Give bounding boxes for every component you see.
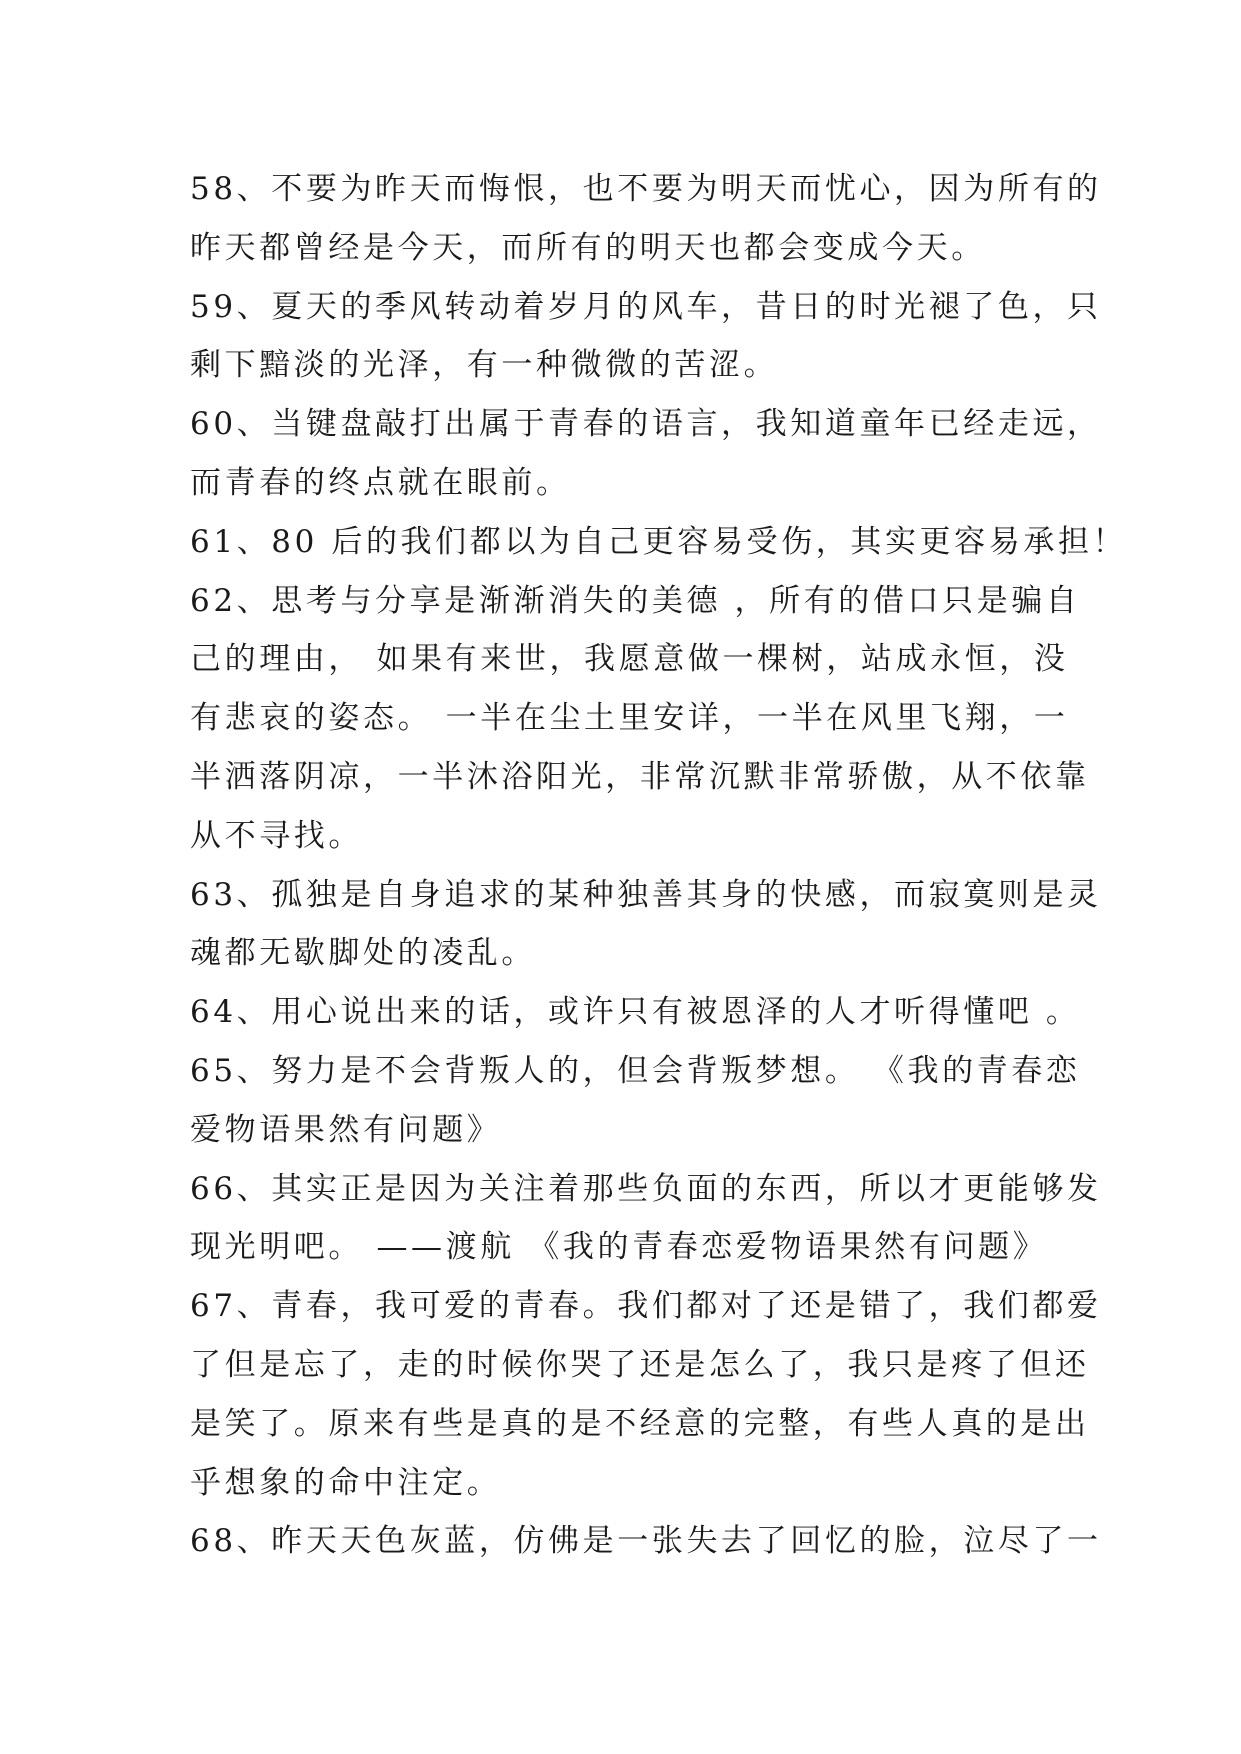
text-line: 66、其实正是因为关注着那些负面的东西，所以才更能够发 xyxy=(190,1170,1102,1207)
text-line: 65、努力是不会背叛人的，但会背叛梦想。 《我的青春恋 xyxy=(190,1052,1081,1089)
text-line: 62、思考与分享是渐渐消失的美德 ，所有的借口只是骗自 xyxy=(190,582,1081,619)
text-line: 乎想象的命中注定。 xyxy=(190,1464,502,1501)
text-line: 昨天都曾经是今天，而所有的明天也都会变成今天。 xyxy=(190,229,986,266)
text-line: 从不寻找。 xyxy=(190,817,363,854)
text-line: 61、80 后的我们都以为自己更容易受伤，其实更容易承担！ xyxy=(190,523,1128,560)
text-line: 了但是忘了，走的时候你哭了还是怎么了，我只是疼了但还 xyxy=(190,1346,1090,1383)
text-line: 64、用心说出来的话，或许只有被恩泽的人才听得懂吧 。 xyxy=(190,994,1081,1031)
document-body xyxy=(190,160,1128,1571)
text-line: 63、孤独是自身追求的某种独善其身的快感，而寂寞则是灵 xyxy=(190,876,1102,913)
text-line: 剩下黯淡的光泽，有一种微微的苦涩。 xyxy=(190,347,779,384)
text-line: 而青春的终点就在眼前。 xyxy=(190,464,571,501)
text-line: 半洒落阴凉，一半沐浴阳光，非常沉默非常骄傲，从不依靠 xyxy=(190,758,1090,795)
text-line: 现光明吧。 ——渡航 《我的青春恋爱物语果然有问题》 xyxy=(190,1229,1048,1266)
text-line: 己的理由， 如果有来世，我愿意做一棵树，站成永恒，没 xyxy=(190,641,1069,678)
text-line: 是笑了。原来有些是真的是不经意的完整，有些人真的是出 xyxy=(190,1405,1090,1442)
text-line: 魂都无歇脚处的凌乱。 xyxy=(190,935,536,972)
text-line: 59、夏天的季风转动着岁月的风车，昔日的时光褪了色，只 xyxy=(190,288,1102,325)
text-line: 68、昨天天色灰蓝，仿佛是一张失去了回忆的脸，泣尽了一 xyxy=(190,1523,1102,1560)
text-line: 有悲哀的姿态。 一半在尘土里安详，一半在风里飞翔，一 xyxy=(190,700,1069,737)
text-line: 67、青春，我可爱的青春。我们都对了还是错了，我们都爱 xyxy=(190,1288,1102,1325)
text-line: 60、当键盘敲打出属于青春的语言，我知道童年已经走远， xyxy=(190,406,1102,443)
text-line: 58、不要为昨天而悔恨，也不要为明天而忧心，因为所有的 xyxy=(190,171,1102,207)
text-line: 爱物语果然有问题》 xyxy=(190,1111,502,1148)
